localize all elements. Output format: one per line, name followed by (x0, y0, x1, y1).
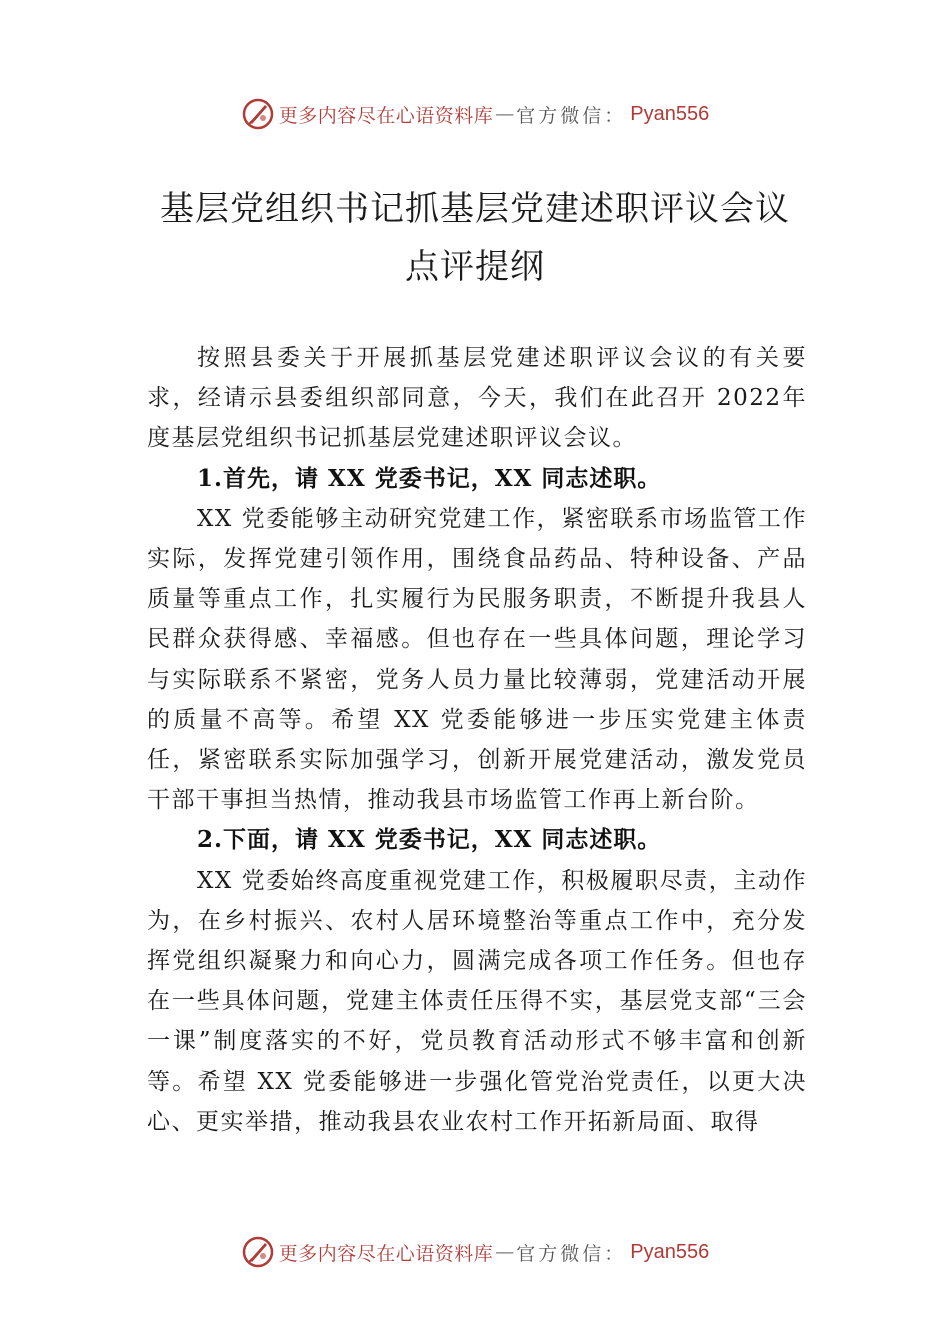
wechat-label: 官方微信： (516, 1242, 627, 1265)
brand-text: 更多内容尽在心语资料库 (278, 104, 494, 127)
section-heading-2: 2.下面，请 XX 党委书记，XX 同志述职。 (197, 826, 662, 854)
brand-text: 更多内容尽在心语资料库 (278, 1242, 494, 1265)
section-paragraph-1: XX 党委能够主动研究党建工作，紧密联系市场监管工作实际，发挥党建引领作用，围绕食品药品、特种设备、产品质量等重点工作，扎实履行为民服务职责，不断提升我县人民群众获得感、幸福感。但也存在一些具体问题，理论学习与实际联系不紧密，党务人员力量比较薄弱，党建活动开展的质量不高等。希望 XX 党委能够进一步压实党建主体责任，紧密联系实际加强学习，创新开展党建活动，激发党员干部干事担当热情，推动我县市场监管工作再上新台阶。 (147, 505, 807, 814)
separator-dash: — (495, 1241, 515, 1263)
footer-watermark (0, 1232, 950, 1272)
quill-pen-logo-icon (241, 1235, 275, 1269)
header-watermark (0, 94, 950, 134)
intro-paragraph: 按照县委关于开展抓基层党建述职评议会议的有关要求，经请示县委组织部同意，今天，我们在此召开 2022年度基层党组织书记抓基层党建述职评议会议。 (147, 345, 807, 452)
quill-pen-logo-icon (241, 97, 275, 131)
document-title-line-1: 基层党组织书记抓基层党建述职评议会议 (160, 189, 790, 229)
wechat-id: Pyan556 (630, 102, 710, 125)
document-body (147, 338, 807, 1142)
wechat-label: 官方微信： (516, 104, 627, 127)
document-title-line-2: 点评提纲 (405, 247, 545, 287)
separator-dash: — (495, 103, 515, 125)
section-paragraph-2: XX 党委始终高度重视党建工作，积极履职尽责，主动作为，在乡村振兴、农村人居环境整治等重点工作中，充分发挥党组织凝聚力和向心力，圆满完成各项工作任务。但也存在一些具体问题，党建主体责任压得不实，基层党支部“三会一课”制度落实的不好，党员教育活动形式不够丰富和创新等。希望 XX 党委能够进一步强化管党治党责任，以更大决心、更实举措，推动我县农业农村工作开拓新局面、取得 (147, 867, 807, 1135)
wechat-id: Pyan556 (630, 1240, 710, 1263)
section-heading-1: 1.首先，请 XX 党委书记，XX 同志述职。 (197, 464, 662, 492)
